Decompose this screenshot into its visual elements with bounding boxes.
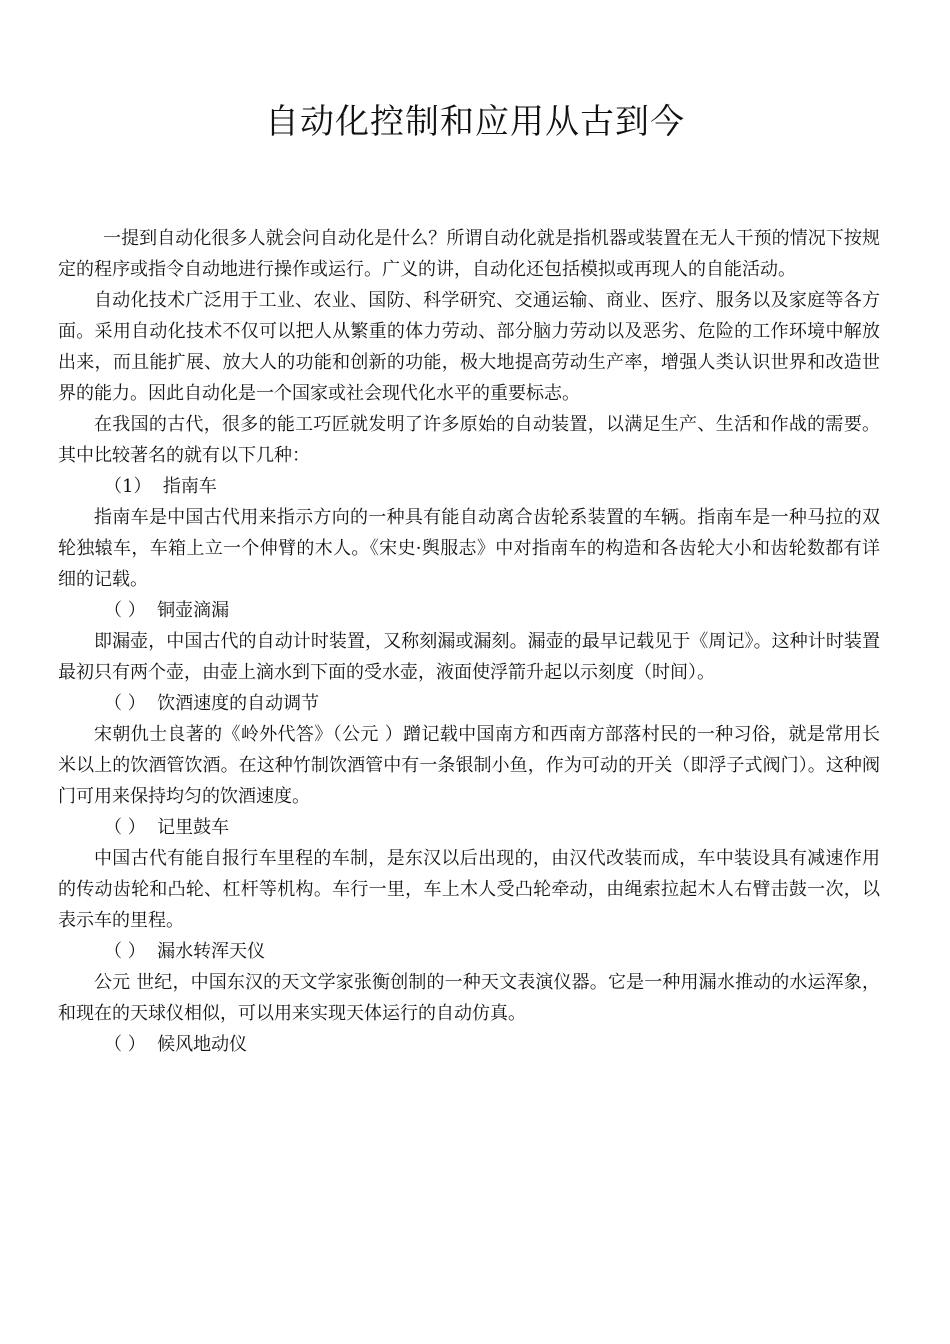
section-text-drinking-speed: 宋朝仇士良著的《岭外代答》（公元 ）蹭记载中国南方和西南方部落村民的一种习俗，就是常用长 米以上的饮酒管饮酒。在这种竹制饮酒管中有一条银制小鱼，作为可动的开关（即浮子式阀门）。这种阀门可用来保持均匀的饮酒速度。 <box>58 724 880 807</box>
section-text-odometer-cart: 中国古代有能自报行车里程的车制，是东汉以后出现的，由汉代改装而成，车中装设具有减速作用的传动齿轮和凸轮、杠杆等机构。车行一里，车上木人受凸轮牵动，由绳索拉起木人右臂击鼓一次，以表示车的里程。 <box>58 848 880 931</box>
section-text-water-clock: 即漏壶，中国古代的自动计时装置，又称刻漏或漏刻。漏壶的最早记载见于《周记》。这种计时装置最初只有两个壶，由壶上滴水到下面的受水壶，液面使浮箭升起以示刻度（时间）。 <box>58 631 880 683</box>
document-body <box>58 223 880 1060</box>
section-heading-drinking-speed: （ ） 饮酒速度的自动调节 <box>104 693 320 714</box>
section-heading-odometer-cart: （ ） 记里鼓车 <box>104 817 230 838</box>
section-heading-armillary-sphere: （ ） 漏水转浑天仪 <box>104 941 266 962</box>
section-heading-south-pointing-chariot: （1） 指南车 <box>104 476 217 497</box>
section-heading-seismoscope: （ ） 候风地动仪 <box>104 1034 248 1055</box>
intro-paragraph-1: 一提到自动化很多人就会问自动化是什么？所谓自动化就是指机器或装置在无人干预的情况下按规定的程序或指令自动地进行操作或运行。广义的讲，自动化还包括模拟或再现人的自能活动。 <box>58 228 880 280</box>
section-text-south-pointing-chariot: 指南车是中国古代用来指示方向的一种具有能自动离合齿轮系装置的车辆。指南车是一种马拉的双轮独辕车，车箱上立一个伸臂的木人。《宋史·舆服志》中对指南车的构造和各齿轮大小和齿轮数都有详细的记载。 <box>58 507 880 590</box>
page-title: 自动化控制和应用从古到今 <box>265 102 685 142</box>
intro-paragraph-2: 自动化技术广泛用于工业、农业、国防、科学研究、交通运输、商业、医疗、服务以及家庭等各方面。采用自动化技术不仅可以把人从繁重的体力劳动、部分脑力劳动以及恶劣、危险的工作环境中解放出来，而且能扩展、放大人的功能和创新的功能，极大地提高劳动生产率，增强人类认识世界和改造世界的能力。因此自动化是一个国家或社会现代化水平的重要标志。 <box>58 290 880 404</box>
section-heading-water-clock: （ ） 铜壶滴漏 <box>104 600 230 621</box>
section-text-armillary-sphere: 公元 世纪，中国东汉的天文学家张衡创制的一种天文表演仪器。它是一种用漏水推动的水运浑象，和现在的天球仪相似，可以用来实现天体运行的自动仿真。 <box>58 972 880 1024</box>
intro-paragraph-3: 在我国的古代，很多的能工巧匠就发明了许多原始的自动装置，以满足生产、生活和作战的需要。其中比较著名的就有以下几种： <box>58 414 880 466</box>
